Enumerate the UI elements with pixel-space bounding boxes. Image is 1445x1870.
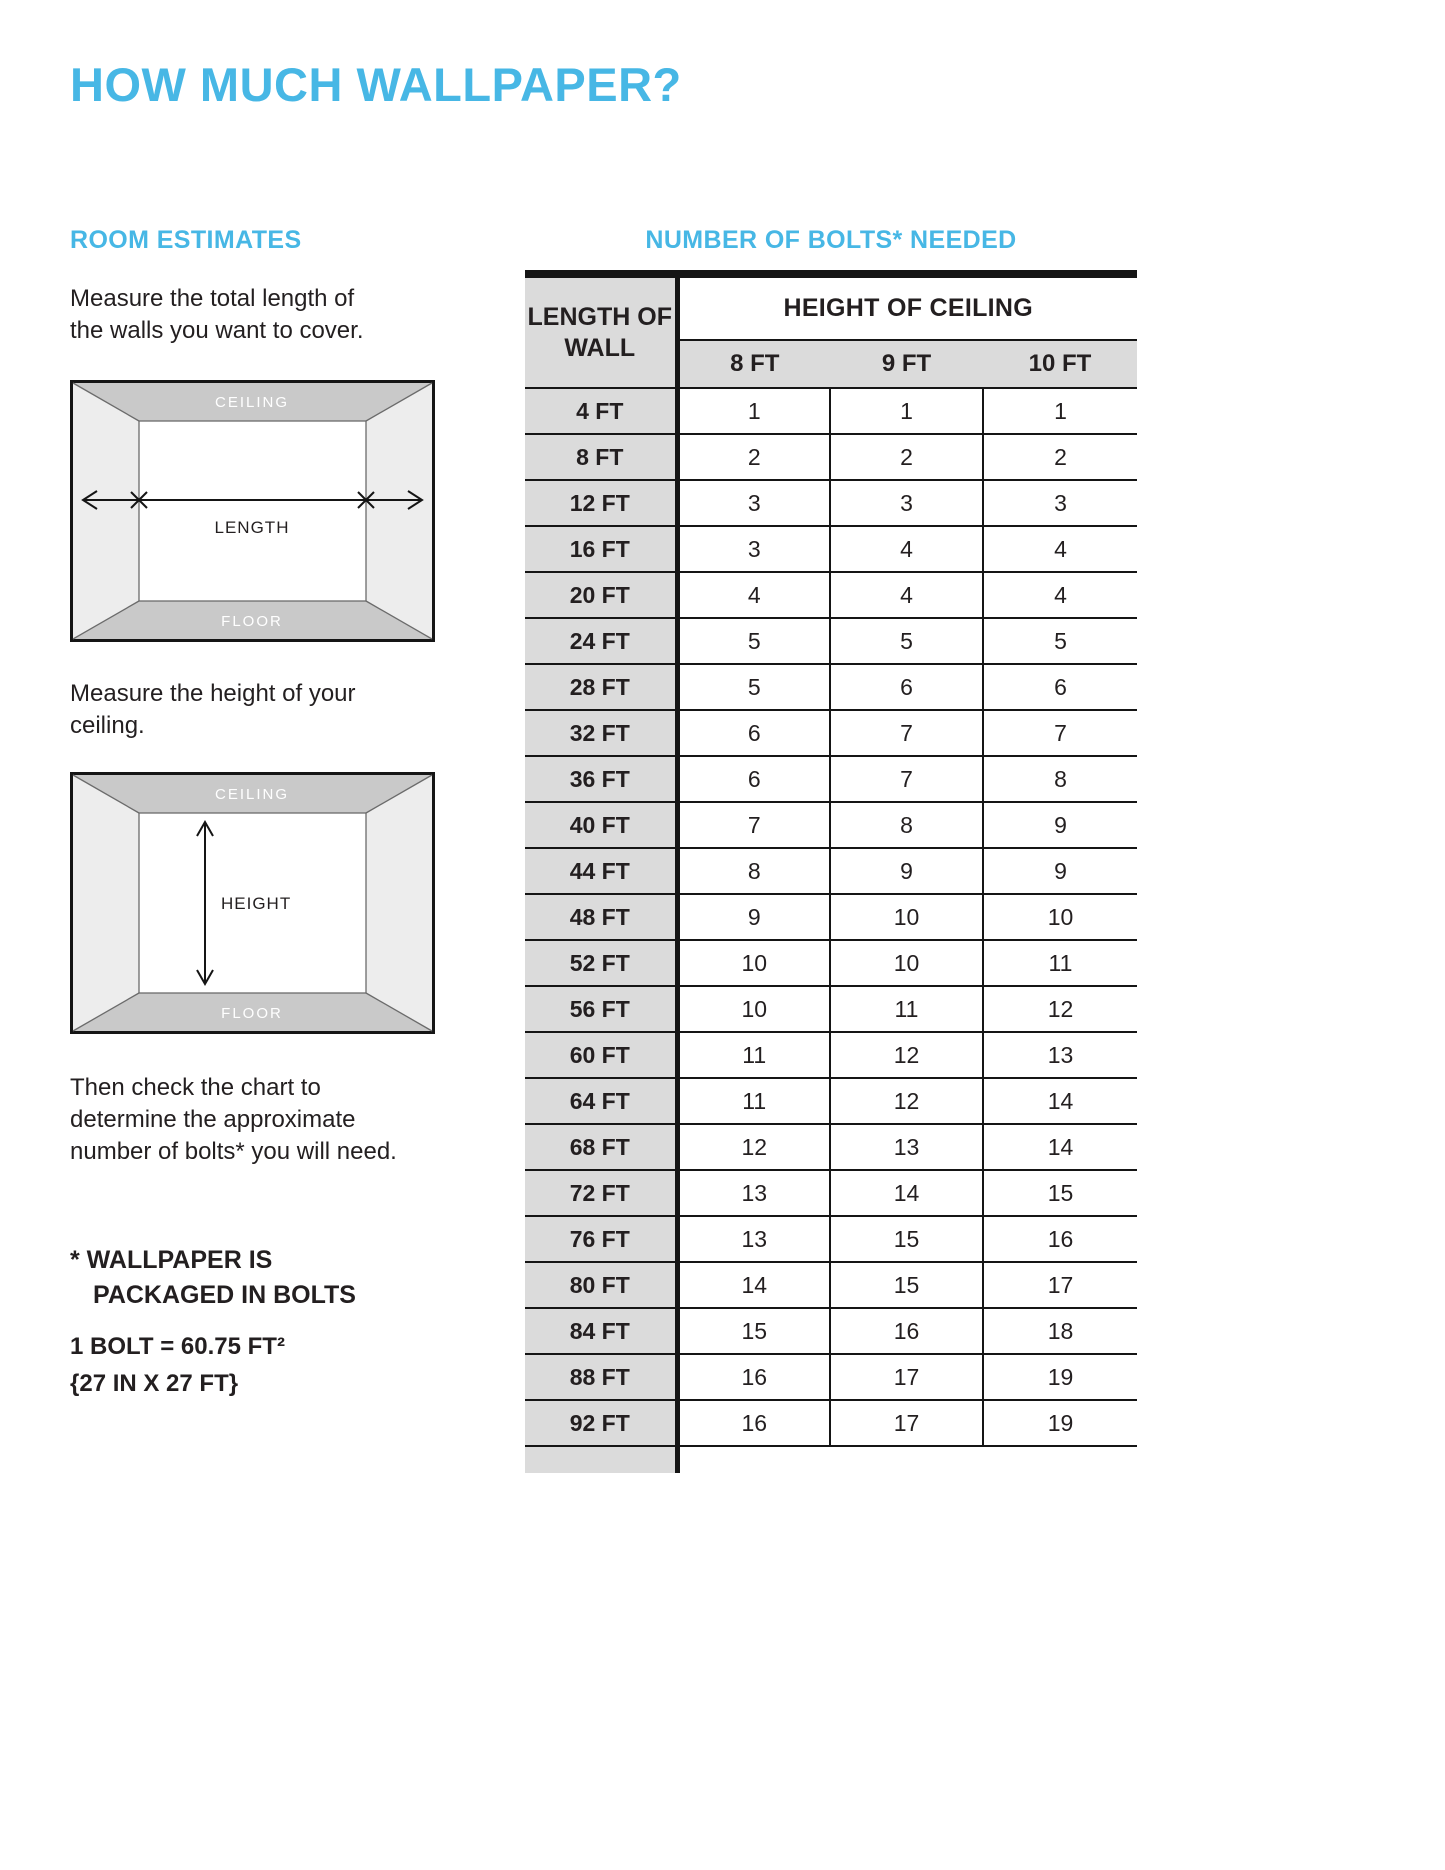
bolt-count-cell: 1 [677,388,830,434]
bolt-count-cell: 5 [830,618,983,664]
bolt-count-cell: 3 [983,480,1137,526]
table-row [525,526,1137,572]
table-row [525,1170,1137,1216]
wall-length-cell: 52 FT [525,940,677,986]
bolt-count-cell: 14 [677,1262,830,1308]
wall-length-cell: 76 FT [525,1216,677,1262]
table-row [525,434,1137,480]
bolts-needed-table [525,270,1137,1473]
bolt-count-cell: 11 [677,1032,830,1078]
bolt-count-cell: 10 [677,986,830,1032]
bolt-count-cell: 9 [983,802,1137,848]
bolt-count-cell: 15 [830,1216,983,1262]
bolt-count-cell: 4 [830,526,983,572]
table-row [525,1262,1137,1308]
bolt-count-cell: 5 [677,618,830,664]
table-row [525,756,1137,802]
bolt-count-cell: 14 [830,1170,983,1216]
bolt-count-cell: 1 [830,388,983,434]
ceiling-label: CEILING [214,786,290,803]
bolt-count-cell: 17 [830,1354,983,1400]
bolt-count-cell: 16 [830,1308,983,1354]
table-row [525,1308,1137,1354]
room-height-diagram [70,772,435,1034]
bolt-count-cell: 2 [677,434,830,480]
table-row [525,664,1137,710]
height-of-ceiling-header: HEIGHT OF CEILING [677,274,1137,340]
bolts-needed-heading: NUMBER OF BOLTS* NEEDED [645,226,1017,254]
bolt-count-cell: 6 [677,710,830,756]
wallpaper-bolts-footnote [70,1243,356,1312]
bolt-count-cell: 2 [983,434,1137,480]
wall-length-cell: 72 FT [525,1170,677,1216]
table-row [525,940,1137,986]
bolt-count-cell: 3 [677,526,830,572]
bolt-count-cell: 4 [983,526,1137,572]
wall-length-cell: 40 FT [525,802,677,848]
wall-length-cell: 84 FT [525,1308,677,1354]
wall-length-cell: 56 FT [525,986,677,1032]
bolt-count-cell: 9 [677,894,830,940]
wall-length-cell: 28 FT [525,664,677,710]
table-row [525,618,1137,664]
bolt-count-cell: 15 [677,1308,830,1354]
table-row [525,986,1137,1032]
ceiling-9ft-header: 9 FT [830,340,983,388]
bolt-count-cell: 9 [983,848,1137,894]
gray-column-extension [525,1446,677,1473]
instruction-check-chart: Then check the chart to determine the approximate number of bolts* you will need. [70,1074,397,1165]
bolt-count-cell: 12 [830,1032,983,1078]
bolt-count-cell: 5 [677,664,830,710]
bolt-count-cell: 7 [677,802,830,848]
room-estimates-heading: ROOM ESTIMATES [70,226,302,254]
bolt-count-cell: 11 [830,986,983,1032]
table-row [525,802,1137,848]
wall-length-cell: 36 FT [525,756,677,802]
table-row [525,1354,1137,1400]
table-row [525,480,1137,526]
wall-length-cell: 4 FT [525,388,677,434]
footnote-line-2: PACKAGED IN BOLTS [93,1280,356,1309]
length-dimension-label: LENGTH [214,518,290,537]
bolt-count-cell: 19 [983,1400,1137,1446]
bolt-count-cell: 10 [677,940,830,986]
bolt-dimensions-line: {27 IN X 27 FT} [70,1370,239,1398]
table-row [525,1216,1137,1262]
bolt-count-cell: 16 [677,1400,830,1446]
bolt-count-cell: 10 [983,894,1137,940]
wall-length-cell: 44 FT [525,848,677,894]
bolt-count-cell: 8 [830,802,983,848]
table-row [525,710,1137,756]
wall-length-cell: 24 FT [525,618,677,664]
bolt-count-cell: 15 [830,1262,983,1308]
bolt-count-cell: 3 [677,480,830,526]
bolt-area-line: 1 BOLT = 60.75 FT² [70,1333,285,1360]
bolt-count-cell: 13 [677,1216,830,1262]
wall-length-cell: 8 FT [525,434,677,480]
bolt-count-cell: 11 [983,940,1137,986]
table-footer-row [525,1446,1137,1473]
table-row [525,894,1137,940]
bolt-count-cell: 12 [983,986,1137,1032]
wall-length-cell: 88 FT [525,1354,677,1400]
table-row [525,848,1137,894]
bolt-count-cell: 8 [677,848,830,894]
bolt-count-cell: 12 [830,1078,983,1124]
instruction-measure-height: Measure the height of your ceiling. [70,680,356,739]
table-row [525,1032,1137,1078]
ceiling-8ft-header: 8 FT [677,340,830,388]
instruction-measure-length: Measure the total length of the walls you want to cover. [70,285,364,344]
bolt-count-cell: 13 [677,1170,830,1216]
wall-length-cell: 92 FT [525,1400,677,1446]
bolt-count-cell: 16 [677,1354,830,1400]
footnote-line-1: * WALLPAPER IS [70,1246,273,1274]
wall-length-cell: 16 FT [525,526,677,572]
bolt-count-cell: 6 [983,664,1137,710]
bolt-count-cell: 16 [983,1216,1137,1262]
bolt-count-cell: 19 [983,1354,1137,1400]
bolt-count-cell: 12 [677,1124,830,1170]
wall-length-cell: 64 FT [525,1078,677,1124]
bolt-count-cell: 18 [983,1308,1137,1354]
wall-length-cell: 68 FT [525,1124,677,1170]
bolt-count-cell: 14 [983,1124,1137,1170]
wall-length-cell: 32 FT [525,710,677,756]
bolt-count-cell: 14 [983,1078,1137,1124]
height-dimension-label: HEIGHT [221,894,292,913]
wall-length-cell: 48 FT [525,894,677,940]
bolt-count-cell: 5 [983,618,1137,664]
wall-length-cell: 80 FT [525,1262,677,1308]
bolt-count-cell: 4 [677,572,830,618]
ceiling-10ft-header: 10 FT [983,340,1137,388]
floor-label: FLOOR [221,613,283,630]
table-row [525,1078,1137,1124]
table-row [525,1400,1137,1446]
bolt-count-cell: 9 [830,848,983,894]
page-title: HOW MUCH WALLPAPER? [70,58,682,111]
bolt-count-cell: 4 [830,572,983,618]
bolt-count-cell: 10 [830,940,983,986]
bolt-count-cell: 6 [677,756,830,802]
bolt-count-cell: 3 [830,480,983,526]
bolt-count-cell: 4 [983,572,1137,618]
wall-length-cell: 20 FT [525,572,677,618]
room-length-diagram [70,380,435,642]
bolt-count-cell: 7 [983,710,1137,756]
back-wall [139,421,366,601]
bolt-count-cell: 17 [983,1262,1137,1308]
bolt-count-cell: 17 [830,1400,983,1446]
bolt-count-cell: 2 [830,434,983,480]
floor-label: FLOOR [221,1005,283,1022]
wall-length-cell: 12 FT [525,480,677,526]
table-row [525,572,1137,618]
bolt-count-cell: 6 [830,664,983,710]
ceiling-label: CEILING [214,394,290,411]
bolt-count-cell: 7 [830,756,983,802]
bolt-count-cell: 10 [830,894,983,940]
table-row [525,388,1137,434]
bolt-count-cell: 7 [830,710,983,756]
footer-empty-cell [677,1446,1137,1473]
bolt-count-cell: 13 [983,1032,1137,1078]
bolt-count-cell: 8 [983,756,1137,802]
length-of-wall-header: LENGTH OF WALL [525,274,677,388]
table-row [525,1124,1137,1170]
bolt-size-info [70,1328,285,1402]
bolt-count-cell: 13 [830,1124,983,1170]
bolt-count-cell: 15 [983,1170,1137,1216]
bolt-count-cell: 1 [983,388,1137,434]
wall-length-cell: 60 FT [525,1032,677,1078]
bolt-count-cell: 11 [677,1078,830,1124]
table-header-row-1 [525,274,1137,340]
